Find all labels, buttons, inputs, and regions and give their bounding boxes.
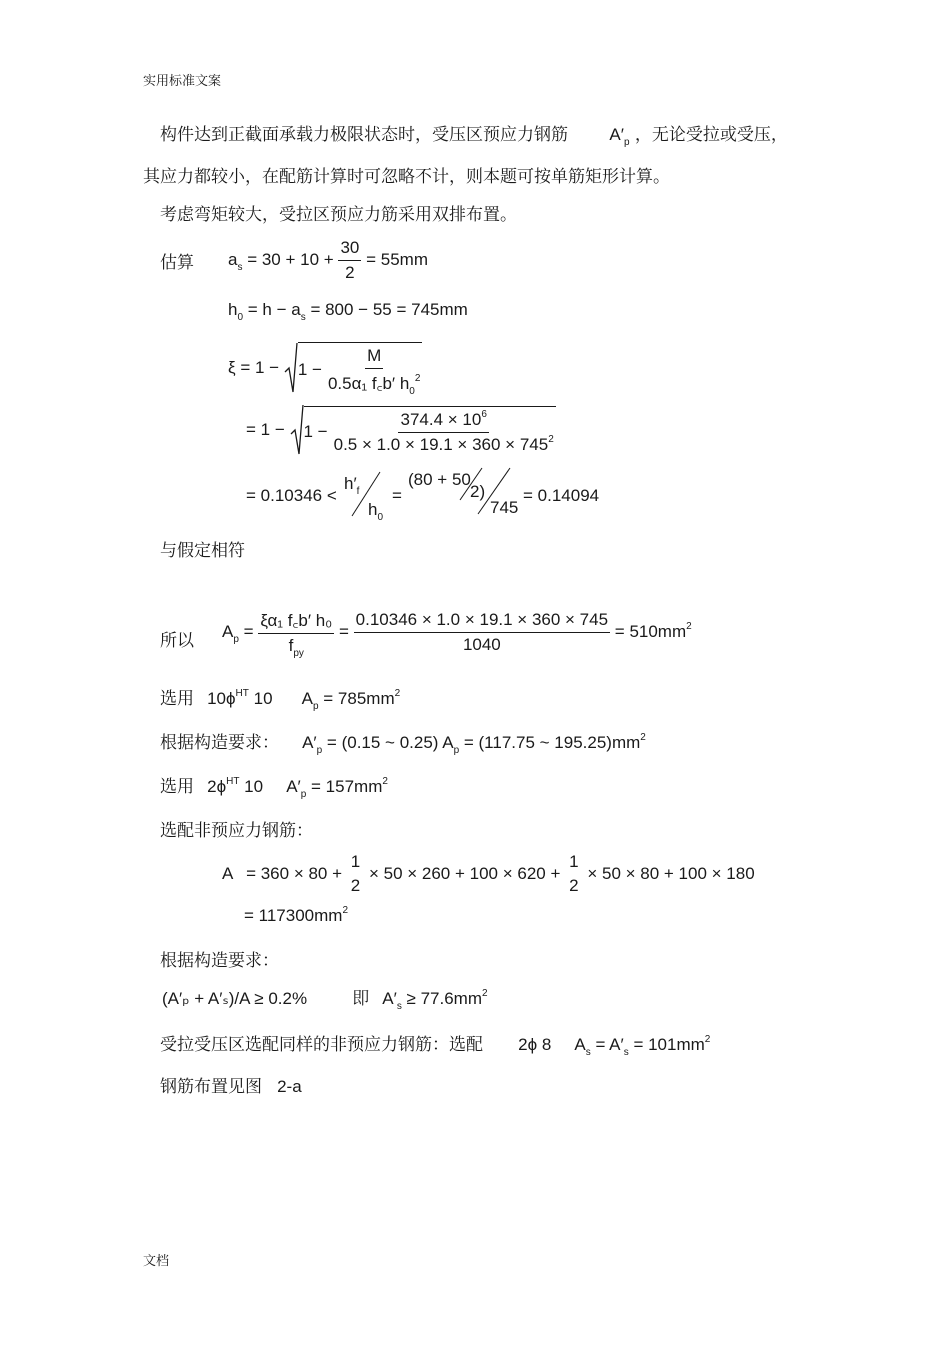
as-formula: $a_s = 30 + 10$ + $\frac{30}{2}$ = 55mm [228, 238, 428, 282]
xi-formula-numeric: = 1 − 1 − $\frac{374.4 \times 10^6}{0.5 \times 1.0 \times 19.1 \times 360 \times 745^2}$ [246, 404, 556, 456]
paragraph-double-row: 考虑弯矩较大，受拉区预应力筋采用双排布置。 [160, 205, 517, 225]
select-prestress-compression: 选用 $2\phi^{HT}$ 10 $A'_p = 157mm^2$ [160, 776, 388, 800]
area-result: = $117300mm^2$ [244, 905, 349, 925]
h0-denominator: $h_0$ [368, 500, 384, 523]
hf-over-h0: $h'_f$ [344, 474, 360, 497]
hf-numerator: (80 + 50 [408, 470, 471, 489]
select-non-prestress: 选配非预应力钢筋： [160, 821, 313, 841]
construction-requirement-2-label: 根据构造要求： [160, 951, 279, 971]
paragraph-line-2: 其应力都较小，在配筋计算时可忽略不计，则本题可按单筋矩形计算。 [143, 167, 670, 187]
same-non-prestress: 受拉受压区选配同样的非预应力钢筋：选配 2ϕ 8 $A_s = A'_s = 101mm^2$ [160, 1034, 711, 1058]
ap-prime-symbol: $A'_p$ [609, 125, 630, 148]
h0-formula: $h_0 = h - a_s = 800 - 55 = 745mm$ [228, 300, 468, 323]
xi-formula: ξ = 1 − 1 − $\frac{M}{0.5\alpha_1 f꜀b' h_0^2}$ [228, 342, 422, 394]
equals-sign: = [392, 486, 402, 505]
paragraph-line-1 [160, 120, 788, 148]
area-formula: A = 360 × 80 + 1 2 × 50 × 260 + 100 × 620 + 1 2 × 50 × 80 + 100 × 180 [222, 852, 755, 895]
para1-text-rest: ，无论受拉或受压， [634, 125, 788, 145]
hf-num-divisor: 2) [470, 482, 486, 501]
figure-reference: 钢筋布置见图 2-a [160, 1077, 302, 1097]
estimate-label: 估算 [160, 253, 194, 273]
construction-requirement-2: (A′ₚ + A′ₛ)/A ≥ 0.2% 即 $A'_s \ge 77.6mm^2$ [162, 988, 488, 1012]
assumption-check: 与假定相符 [160, 541, 245, 561]
radical-icon [290, 404, 304, 456]
para1-text: 构件达到正截面承载力极限状态时，受压区预应力钢筋 [160, 125, 568, 145]
xi-bound-value: = 0.14094 [523, 486, 600, 505]
ap-label: 所以 [160, 631, 194, 651]
select-prestress-tension: 选用 $10\phi^{HT}$ 10 $A_p = 785mm^2$ [160, 688, 401, 712]
construction-requirement-1: 根据构造要求： $A'_p = (0.15$ ~ 0.25) $A_p = (117.75$ ~ $195.25)mm^2$ [160, 732, 646, 756]
hf-denominator: 745 [490, 498, 519, 517]
radical-icon [284, 342, 298, 394]
page-header: 实用标准文案 [143, 74, 222, 89]
page-footer: 文档 [143, 1254, 170, 1269]
xi-comparison: = 0.10346 < [246, 486, 337, 505]
ap-formula: $A_p$ = $\frac{\text{ξα₁ f꜀b′ h₀}}{f_{py}}$ = $\frac{0.10346 \times 1.0 \times 19.1 \times 360 \times 745}{1040}$ = $510mm^2$ [222, 609, 692, 659]
